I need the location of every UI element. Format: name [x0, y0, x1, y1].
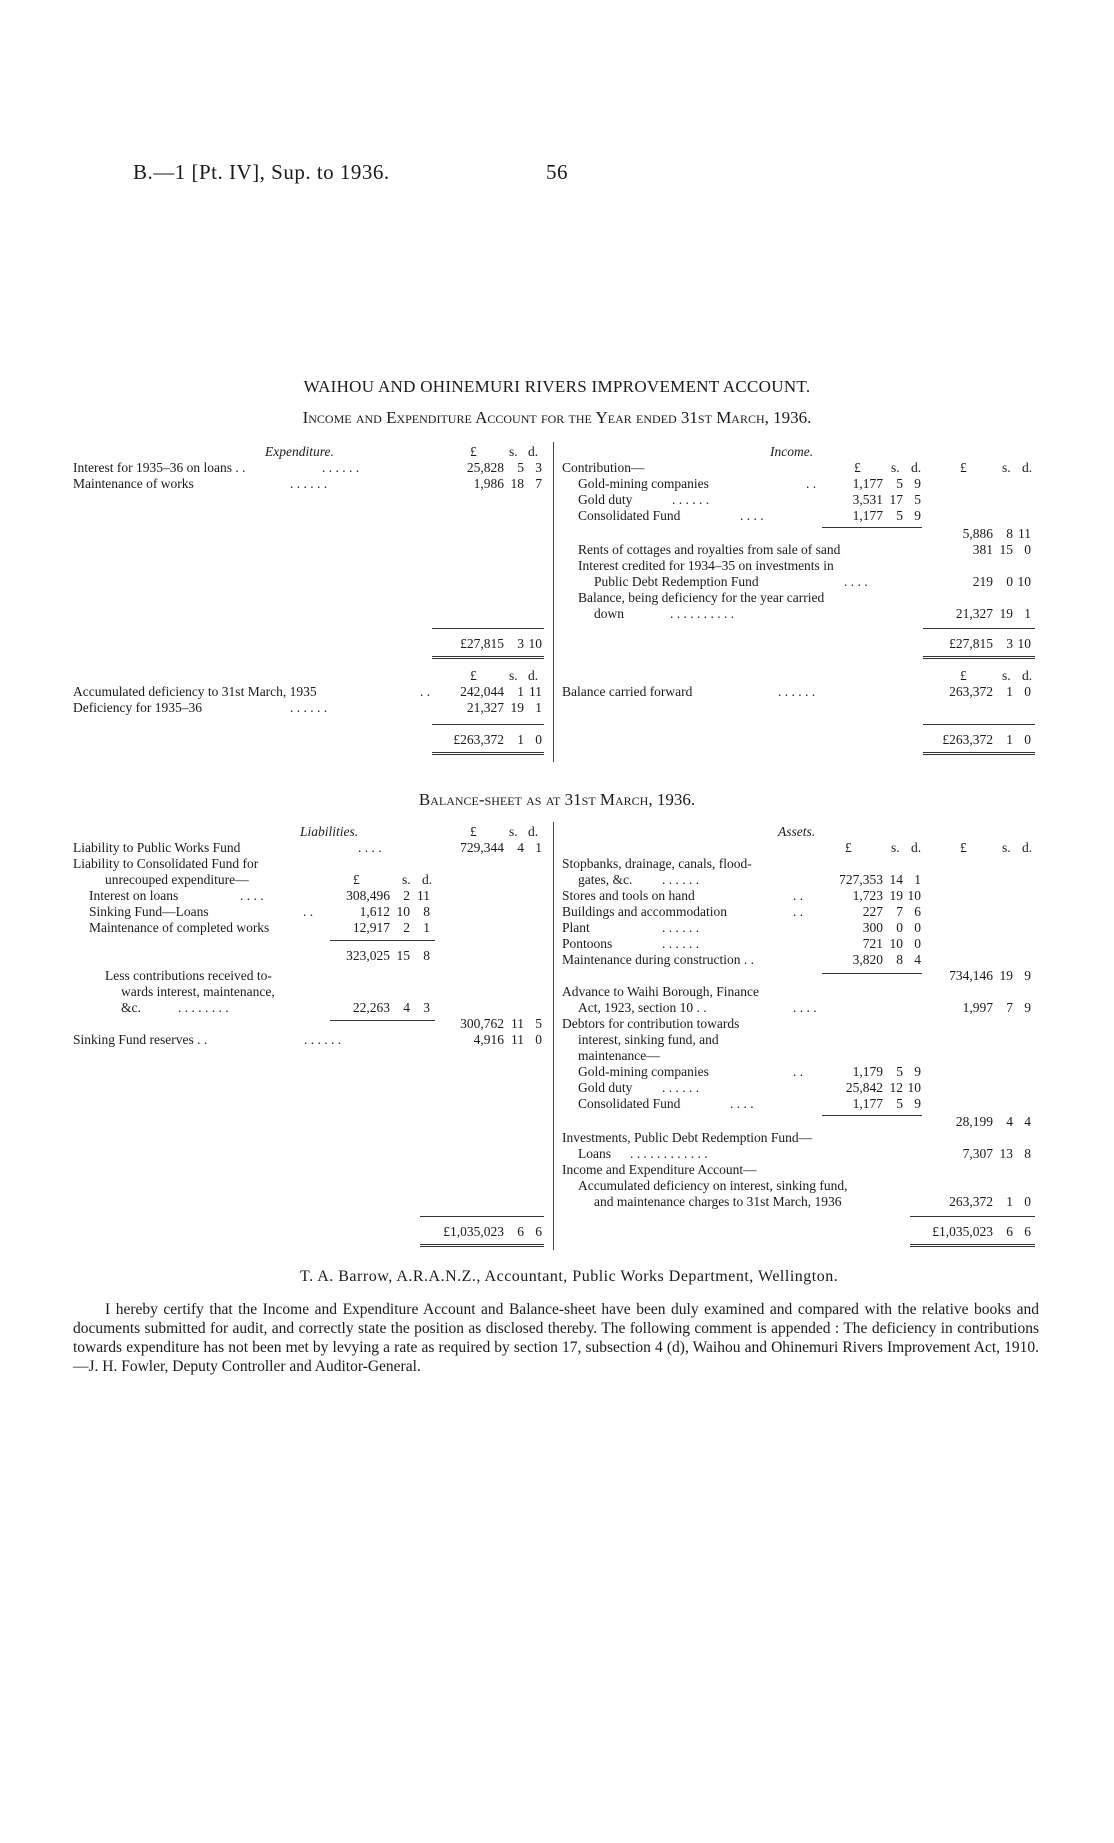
asset-dots: . .: [793, 888, 804, 903]
liab-s-sinking: 10: [396, 904, 410, 919]
asset-label-pontoons: Pontoons: [562, 936, 613, 951]
inc-d-head: d.: [911, 460, 922, 475]
subtotal-rule: [330, 940, 435, 941]
balance-s: 19: [999, 606, 1013, 621]
liab-s-interest: 2: [403, 888, 410, 903]
def-total-amt: £263,372: [453, 732, 504, 747]
def-pound-head: £: [470, 668, 477, 683]
investments-d: 8: [1024, 1146, 1031, 1161]
audit-certificate: I hereby certify that the Income and Expenditure Account and Balance-sheet have been duly examined and compared with the relative books and documents submitted for audit, and correctly state the position as disclosed thereby. The following comment is appended : The deficiency in contributions towards expenditure has not been met by levying a rate as required by section 17, subsection 4 (d), Waihou and Ohinemuri Rivers Improvement Act, 1910.—J. H. Fowler, Deputy Controller and Auditor-General.: [73, 1301, 1039, 1375]
investments-line1: Investments, Public Debt Redemption Fund—: [562, 1130, 813, 1145]
asset-label-plant: Plant: [562, 920, 590, 935]
inc2-d-head: d.: [1022, 460, 1033, 475]
rents-d: 0: [1024, 542, 1031, 557]
inc2-pound-head: £: [960, 460, 967, 475]
total-rule-double: [432, 656, 544, 659]
bs-divider: [553, 822, 554, 1250]
liab-d-head: d.: [528, 824, 539, 839]
advance-dots: . . . .: [793, 1000, 817, 1015]
asset-d-buildings: 6: [914, 904, 921, 919]
stopbanks-line1: Stopbanks, drainage, canals, flood-: [562, 856, 752, 871]
asset-d-gates: 1: [914, 872, 921, 887]
debt-amt-duty: 25,842: [845, 1080, 883, 1095]
fwd-total-s: 1: [1006, 732, 1013, 747]
liab-total-s: 6: [517, 1224, 524, 1239]
debtors-line2: interest, sinking fund, and: [578, 1032, 719, 1047]
interest-credited-line1: Interest credited for 1934–35 on investments in: [578, 558, 834, 573]
ie-divider: [553, 442, 554, 762]
debt-s-mining: 5: [896, 1064, 903, 1079]
contrib-amt-mining: 1,177: [852, 476, 883, 491]
sfr-s: 11: [511, 1032, 524, 1047]
debt-amt-consolidated: 1,177: [852, 1096, 883, 1111]
liab-total-amt: £1,035,023: [443, 1224, 504, 1239]
assets2-d-head: d.: [1022, 840, 1033, 855]
contrib-label-mining: Gold-mining companies: [578, 476, 709, 491]
def-total-d: 0: [535, 732, 542, 747]
def-total-s: 1: [517, 732, 524, 747]
investments-line2: Loans: [578, 1146, 611, 1161]
asset-s-buildings: 7: [896, 904, 903, 919]
total-rule-double: [923, 752, 1035, 755]
liab-label-sinking: Sinking Fund—Loans: [89, 904, 209, 919]
liabilities-heading: Liabilities.: [300, 824, 359, 839]
interest-credited-dots: . . . .: [844, 574, 868, 589]
asset-dots: . .: [793, 904, 804, 919]
liab-label-interest: Interest on loans: [89, 888, 179, 903]
balance-dots: . . . . . . . . . .: [670, 606, 735, 621]
asset-dots: . . . . . .: [662, 936, 700, 951]
contrib-total-s: 8: [1006, 526, 1013, 541]
ie-exp-total-amt: £27,815: [460, 636, 504, 651]
acc-deficiency-line2: and maintenance charges to 31st March, 1936: [594, 1194, 842, 1209]
exp-amt-maint: 1,986: [473, 476, 504, 491]
fixed-total-d: 9: [1024, 968, 1031, 983]
bs-heading: Balance-sheet as at 31st March, 1936.: [418, 790, 696, 809]
total-rule-top: [923, 628, 1035, 629]
account-title: WAIHOU AND OHINEMURI RIVERS IMPROVEMENT ACCOUNT.: [303, 377, 811, 396]
debt-total-s: 4: [1006, 1114, 1013, 1129]
cf-s-head: s.: [402, 872, 411, 887]
contrib-total-d: 11: [1018, 526, 1031, 541]
investments-amt: 7,307: [962, 1146, 993, 1161]
debt-s-consolidated: 5: [896, 1096, 903, 1111]
iea-label: Income and Expenditure Account—: [562, 1162, 757, 1177]
fwd-total-d: 0: [1024, 732, 1031, 747]
contrib-s-consolidated: 5: [896, 508, 903, 523]
assets2-pound-head: £: [960, 840, 967, 855]
contribution-label: Contribution—: [562, 460, 645, 475]
def-year-label: Deficiency for 1935–36: [73, 700, 202, 715]
acc-def-label: Accumulated deficiency to 31st March, 1935: [73, 684, 317, 699]
interest-credited-line2: Public Debt Redemption Fund: [594, 574, 759, 589]
fixed-total-s: 19: [999, 968, 1013, 983]
asset-label-stores: Stores and tools on hand: [562, 888, 695, 903]
def-d-head: d.: [528, 668, 539, 683]
inc2-s-head: s.: [1002, 460, 1011, 475]
debt-amt-mining: 1,179: [852, 1064, 883, 1079]
bal-fwd-label: Balance carried forward: [562, 684, 693, 699]
ie-inc-total-amt: £27,815: [949, 636, 993, 651]
debt-d-mining: 9: [914, 1064, 921, 1079]
liab-sub-d: 8: [423, 948, 430, 963]
acc-deficiency-amt: 263,372: [949, 1194, 993, 1209]
cf-line1: Liability to Consolidated Fund for: [73, 856, 259, 871]
debtors-line3: maintenance—: [578, 1048, 660, 1063]
ie-inc-total-s: 3: [1006, 636, 1013, 651]
total-rule-top: [432, 724, 544, 725]
asset-d-plant: 0: [914, 920, 921, 935]
investments-dots: . . . . . . . . . . . .: [630, 1146, 708, 1161]
contrib-dots: . . . . . .: [672, 492, 710, 507]
liab-sub-amt: 323,025: [346, 948, 390, 963]
rents-s: 15: [999, 542, 1013, 557]
debt-s-duty: 12: [889, 1080, 903, 1095]
cf-line2: unrecouped expenditure—: [105, 872, 249, 887]
debtors-line1: Debtors for contribution towards: [562, 1016, 740, 1031]
less-line1: Less contributions received to-: [105, 968, 272, 983]
exp-d-head: d.: [528, 444, 539, 459]
bal-fwd-dots: . . . . . .: [778, 684, 816, 699]
assets2-s-head: s.: [1002, 840, 1011, 855]
bal-fwd-amt: 263,372: [949, 684, 993, 699]
investments-s: 13: [999, 1146, 1013, 1161]
def-year-amt: 21,327: [466, 700, 504, 715]
asset-s-construction: 8: [896, 952, 903, 967]
total-rule-double: [420, 1244, 544, 1247]
less-dots: . . . . . . . .: [178, 1000, 229, 1015]
def-year-s: 19: [510, 700, 524, 715]
advance-line1: Advance to Waihi Borough, Finance: [562, 984, 759, 999]
debt-total-d: 4: [1024, 1114, 1031, 1129]
page-number: 56: [546, 160, 568, 184]
fwd-pound-head: £: [960, 668, 967, 683]
contrib-s-duty: 17: [889, 492, 903, 507]
balance-line2: down: [594, 606, 624, 621]
exp-s-interest: 5: [517, 460, 524, 475]
debt-dots: . . . . . .: [662, 1080, 700, 1095]
exp-amt-interest: 25,828: [466, 460, 504, 475]
def-year-d: 1: [535, 700, 542, 715]
debt-label-consolidated: Consolidated Fund: [578, 1096, 681, 1111]
contrib-d-consolidated: 9: [914, 508, 921, 523]
assets-d-head: d.: [911, 840, 922, 855]
expenditure-heading: Expenditure.: [265, 444, 334, 459]
net-d: 5: [535, 1016, 542, 1031]
contrib-label-consolidated: Consolidated Fund: [578, 508, 681, 523]
assets-total-d: 6: [1024, 1224, 1031, 1239]
debt-dots: . . . .: [730, 1096, 754, 1111]
pwf-label: Liability to Public Works Fund: [73, 840, 241, 855]
balance-d: 1: [1024, 606, 1031, 621]
contrib-d-duty: 5: [914, 492, 921, 507]
interest-credited-d: 10: [1017, 574, 1031, 589]
liab-pound-head: £: [470, 824, 477, 839]
advance-s: 7: [1006, 1000, 1013, 1015]
asset-dots: . . . . . .: [662, 872, 700, 887]
interest-credited-amt: 219: [972, 574, 993, 589]
exp-label-maint: Maintenance of works: [73, 476, 194, 491]
contrib-dots: . . . .: [740, 508, 764, 523]
ie-heading: Income and Expenditure Account for the Year ended 31st March, 1936.: [302, 408, 812, 427]
subtotal-rule: [822, 1115, 922, 1116]
asset-amt-stores: 1,723: [852, 888, 883, 903]
asset-d-pontoons: 0: [914, 936, 921, 951]
net-s: 11: [511, 1016, 524, 1031]
contrib-s-mining: 5: [896, 476, 903, 491]
liab-d-maint: 1: [423, 920, 430, 935]
cf-d-head: d.: [422, 872, 433, 887]
advance-line2: Act, 1923, section 10 . .: [578, 1000, 707, 1015]
inc-s-head: s.: [891, 460, 900, 475]
fwd-total-amt: £263,372: [942, 732, 993, 747]
acc-deficiency-d: 0: [1024, 1194, 1031, 1209]
pwf-dots: . . . .: [358, 840, 382, 855]
acc-def-s: 1: [517, 684, 524, 699]
acc-def-d: 11: [529, 684, 542, 699]
ie-exp-total-d: 10: [528, 636, 542, 651]
debt-label-mining: Gold-mining companies: [578, 1064, 709, 1079]
asset-s-pontoons: 10: [889, 936, 903, 951]
total-rule-top: [432, 628, 544, 629]
inc-pound-head: £: [854, 460, 861, 475]
total-rule-double: [910, 1244, 1035, 1247]
assets-total-s: 6: [1006, 1224, 1013, 1239]
subtotal-rule: [822, 973, 922, 974]
acc-def-dots: . .: [420, 684, 431, 699]
debt-d-duty: 10: [907, 1080, 921, 1095]
liab-sub-s: 15: [396, 948, 410, 963]
contrib-total-amt: 5,886: [962, 526, 993, 541]
acc-deficiency-line1: Accumulated deficiency on interest, sinking fund,: [578, 1178, 848, 1193]
liab-d-interest: 11: [417, 888, 430, 903]
def-s-head: s.: [509, 668, 518, 683]
liab-label-maint: Maintenance of completed works: [89, 920, 270, 935]
advance-d: 9: [1024, 1000, 1031, 1015]
ie-exp-total-s: 3: [517, 636, 524, 651]
liab-total-d: 6: [535, 1224, 542, 1239]
liab-amt-sinking: 1,612: [359, 904, 390, 919]
less-line2: wards interest, maintenance,: [121, 984, 275, 999]
exp-d-maint: 7: [535, 476, 542, 491]
income-heading: Income.: [770, 444, 814, 459]
sfr-dots: . . . . . .: [304, 1032, 342, 1047]
subtotal-rule: [822, 527, 922, 528]
liab-s-maint: 2: [403, 920, 410, 935]
balance-line1: Balance, being deficiency for the year carried: [578, 590, 825, 605]
rents-amt: 381: [972, 542, 993, 557]
exp-s-head: s.: [509, 444, 518, 459]
asset-amt-buildings: 227: [862, 904, 883, 919]
pwf-s: 4: [517, 840, 524, 855]
assets-pound-head: £: [845, 840, 852, 855]
asset-amt-gates: 727,353: [839, 872, 883, 887]
liab-amt-maint: 12,917: [352, 920, 390, 935]
liab-d-sinking: 8: [423, 904, 430, 919]
asset-amt-construction: 3,820: [852, 952, 883, 967]
total-rule-top: [923, 724, 1035, 725]
fwd-s-head: s.: [1002, 668, 1011, 683]
total-rule-top: [420, 1216, 544, 1217]
interest-credited-s: 0: [1006, 574, 1013, 589]
ie-inc-total-d: 10: [1017, 636, 1031, 651]
net-amt: 300,762: [460, 1016, 504, 1031]
total-rule-double: [923, 656, 1035, 659]
asset-d-stores: 10: [907, 888, 921, 903]
contrib-d-mining: 9: [914, 476, 921, 491]
asset-s-plant: 0: [896, 920, 903, 935]
liab-dots: . . . .: [240, 888, 264, 903]
total-rule-double: [432, 752, 544, 755]
sfr-amt: 4,916: [473, 1032, 504, 1047]
contrib-dots: . .: [806, 476, 817, 491]
asset-amt-pontoons: 721: [862, 936, 883, 951]
asset-s-gates: 14: [889, 872, 903, 887]
sfr-label: Sinking Fund reserves . .: [73, 1032, 208, 1047]
rents-label: Rents of cottages and royalties from sale of sand: [578, 542, 841, 557]
less-line3: &c.: [121, 1000, 141, 1015]
exp-s-maint: 18: [510, 476, 524, 491]
total-rule-top: [910, 1216, 1035, 1217]
bal-fwd-d: 0: [1024, 684, 1031, 699]
page-reference: B.—1 [Pt. IV], Sup. to 1936.: [133, 160, 390, 184]
signature: T. A. Barrow, A.R.A.N.Z., Accountant, Public Works Department, Wellington.: [300, 1268, 839, 1285]
asset-label-construction: Maintenance during construction . .: [562, 952, 754, 967]
exp-label-interest: Interest for 1935–36 on loans . .: [73, 460, 246, 475]
liab-dots: . .: [303, 904, 314, 919]
asset-dots: . . . . . .: [662, 920, 700, 935]
exp-dots: . . . . . .: [322, 460, 360, 475]
liab-s-head: s.: [509, 824, 518, 839]
asset-d-construction: 4: [914, 952, 921, 967]
assets-total-amt: £1,035,023: [932, 1224, 993, 1239]
contrib-amt-consolidated: 1,177: [852, 508, 883, 523]
fixed-total-amt: 734,146: [949, 968, 993, 983]
liab-amt-interest: 308,496: [346, 888, 390, 903]
less-d: 3: [423, 1000, 430, 1015]
contrib-amt-duty: 3,531: [852, 492, 883, 507]
asset-label-gates: gates, &c.: [578, 872, 633, 887]
debt-d-consolidated: 9: [914, 1096, 921, 1111]
pwf-amt: 729,344: [460, 840, 504, 855]
sfr-d: 0: [535, 1032, 542, 1047]
less-amt: 22,263: [352, 1000, 390, 1015]
contrib-label-duty: Gold duty: [578, 492, 633, 507]
debt-dots: . .: [793, 1064, 804, 1079]
fwd-d-head: d.: [1022, 668, 1033, 683]
advance-amt: 1,997: [962, 1000, 993, 1015]
asset-amt-plant: 300: [862, 920, 883, 935]
exp-dots: . . . . . .: [290, 476, 328, 491]
exp-d-interest: 3: [535, 460, 542, 475]
bal-fwd-s: 1: [1006, 684, 1013, 699]
debt-label-duty: Gold duty: [578, 1080, 633, 1095]
cf-pound-head: £: [353, 872, 360, 887]
exp-pound-head: £: [470, 444, 477, 459]
asset-s-stores: 19: [889, 888, 903, 903]
asset-label-buildings: Buildings and accommodation: [562, 904, 727, 919]
def-year-dots: . . . . . .: [290, 700, 328, 715]
acc-deficiency-s: 1: [1006, 1194, 1013, 1209]
less-s: 4: [403, 1000, 410, 1015]
assets-s-head: s.: [891, 840, 900, 855]
debt-total-amt: 28,199: [955, 1114, 993, 1129]
pwf-d: 1: [535, 840, 542, 855]
balance-amt: 21,327: [955, 606, 993, 621]
assets-heading: Assets.: [778, 824, 816, 839]
acc-def-amt: 242,044: [460, 684, 504, 699]
